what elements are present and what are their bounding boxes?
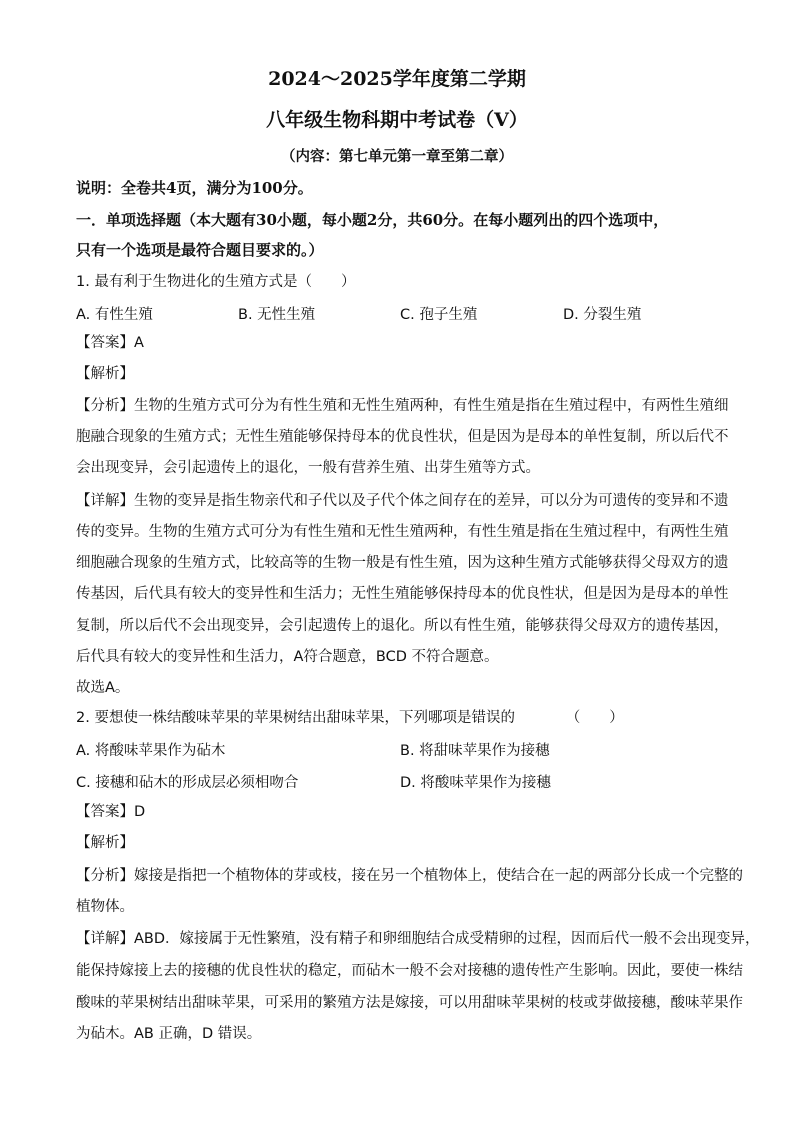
q2-option-b: B. 将甜味苹果作为接穗 (400, 743, 550, 759)
section-heading-line2: 只有一个选项是最符合题目要求的。） (76, 241, 324, 259)
q2-option-d: D. 将酸味苹果作为接穗 (400, 775, 551, 791)
q1-fenxi-line: 胞融合现象的生殖方式；无性生殖能够保持母本的优良性状，但是因为是母本的单性复制，所以后代不 (76, 429, 729, 445)
exam-instruction-note: 说明：全卷共4页，满分为100分。 (76, 179, 313, 197)
q1-stem: 1. 最有利于生物进化的生殖方式是（ ） (76, 274, 356, 290)
q2-fenxi-line: 植物体。 (76, 899, 134, 915)
q1-xiangjie-line: 复制，所以后代不会出现变异，会引起遗传上的退化。所以有性生殖，能够获得父母双方的遗传基因， (76, 618, 729, 634)
q1-option-c: C. 孢子生殖 (400, 307, 478, 323)
q2-option-c: C. 接穗和砧木的形成层必须相吻合 (76, 775, 299, 791)
q1-option-a: A. 有性生殖 (76, 307, 153, 323)
q2-analysis-label: 【解析】 (76, 835, 134, 851)
q1-fenxi-line: 【分析】生物的生殖方式可分为有性生殖和无性生殖两种，有性生殖是指在生殖过程中，有两性生殖细 (76, 398, 729, 414)
exam-title-year: 2024～2025学年度第二学期 (268, 68, 526, 90)
q1-option-d: D. 分裂生殖 (563, 307, 642, 323)
q1-fenxi-line: 会出现变异，会引起遗传上的退化，一般有营养生殖、出芽生殖等方式。 (76, 460, 540, 476)
q2-xiangjie-line: 【详解】ABD．嫁接属于无性繁殖，没有精子和卵细胞结合成受精卵的过程，因而后代一般不会出现变异， (76, 931, 760, 947)
q1-xiangjie-line: 传基因，后代具有较大的变异性和生活力；无性生殖能够保持母本的优良性状，但是因为是母本的单性 (76, 586, 729, 602)
exam-content-note: （内容：第七单元第一章至第二章） (281, 148, 513, 165)
q1-analysis-label: 【解析】 (76, 366, 134, 382)
q2-xiangjie-line: 能保持嫁接上去的接穗的优良性状的稳定，而砧木一般不会对接穗的遗传性产生影响。因此，要使一株结 (76, 963, 743, 979)
q1-conclusion: 故选A。 (76, 680, 130, 696)
q1-xiangjie-line: 【详解】生物的变异是指生物亲代和子代以及子代个体之间存在的差异，可以分为可遗传的变异和不遗 (76, 493, 729, 509)
q2-option-a: A. 将酸味苹果作为砧木 (76, 743, 226, 759)
q1-xiangjie-line: 细胞融合现象的生殖方式，比较高等的生物一般是有性生殖，因为这种生殖方式能够获得父母双方的遗 (76, 555, 729, 571)
q2-fenxi-line: 【分析】嫁接是指把一个植物体的芽或枝，接在另一个植物体上，使结合在一起的两部分长成一个完整的 (76, 868, 743, 884)
q2-stem: 2. 要想使一株结酸味苹果的苹果树结出甜味苹果，下列哪项是错误的 （ ） (76, 710, 624, 726)
q1-option-b: B. 无性生殖 (238, 307, 316, 323)
q2-xiangjie-line: 酸味的苹果树结出甜味苹果，可采用的繁殖方法是嫁接，可以用甜味苹果树的枝或芽做接穗，酸味苹果作 (76, 995, 743, 1011)
q2-answer: 【答案】D (76, 804, 146, 820)
q2-xiangjie-line: 为砧木。AB 正确，D 错误。 (76, 1026, 262, 1042)
exam-title-subject: 八年级生物科期中考试卷（V） (266, 109, 528, 131)
q1-xiangjie-line: 传的变异。生物的生殖方式可分为有性生殖和无性生殖两种，有性生殖是指在生殖过程中，有两性生殖 (76, 524, 729, 540)
q1-xiangjie-line: 后代具有较大的变异性和生活力，A符合题意，BCD 不符合题意。 (76, 649, 499, 665)
q1-answer: 【答案】A (76, 335, 144, 351)
section-heading-line1: 一．单项选择题（本大题有30小题，每小题2分，共60分。在每小题列出的四个选项中， (76, 211, 669, 229)
